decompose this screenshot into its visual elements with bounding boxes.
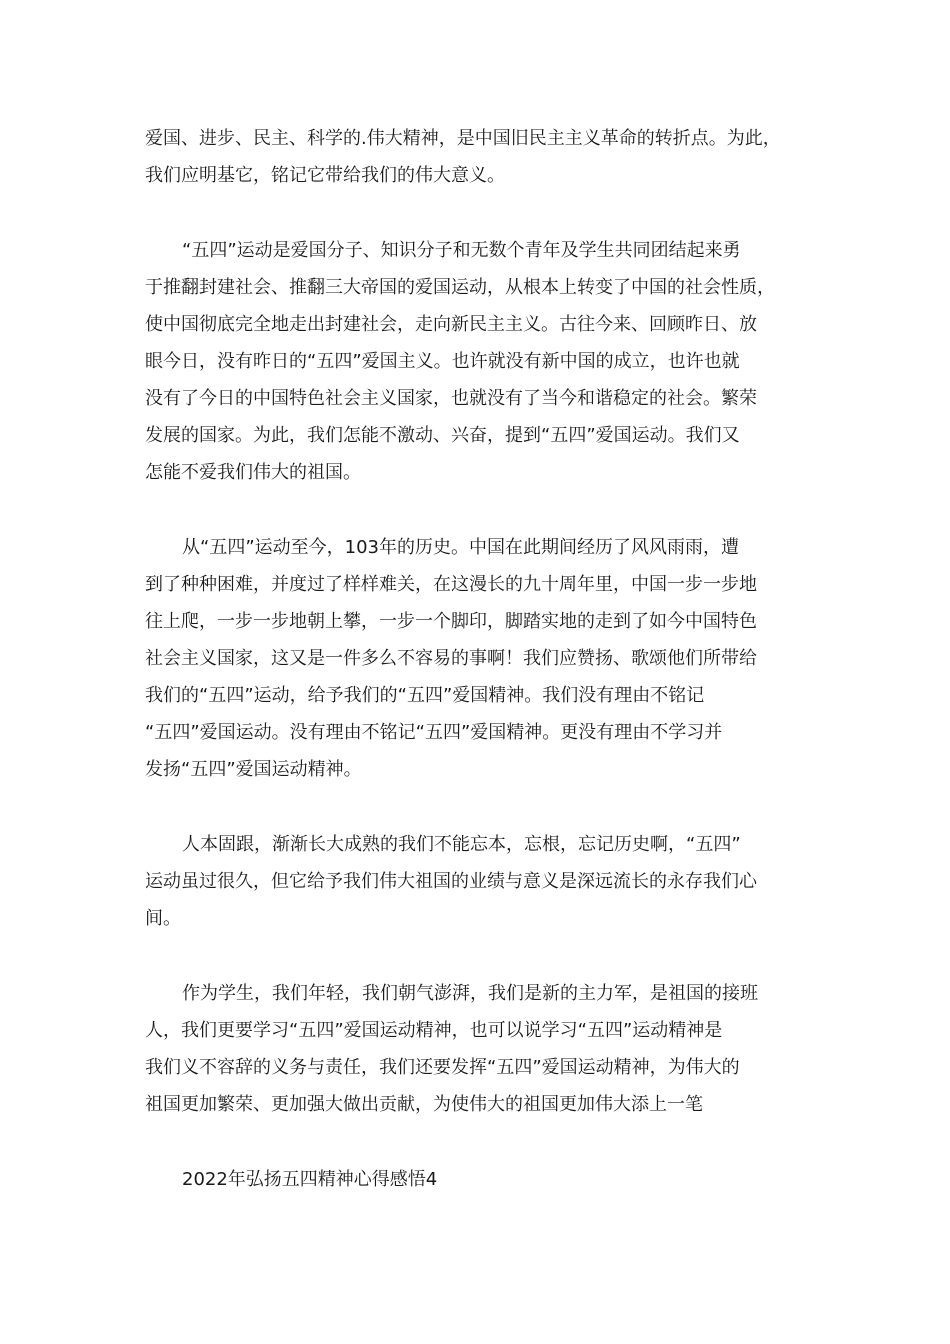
text-line: 发展的国家。为此，我们怎能不激动、兴奋，提到“五四”爱国运动。我们又 (145, 425, 740, 446)
paragraph-5 (145, 975, 830, 1123)
text-line: 人，我们更要学习“五四”爱国运动精神，也可以说学习“五四”运动精神是 (145, 1020, 723, 1041)
text-line: 作为学生，我们年轻，我们朝气澎湃，我们是新的主力军，是祖国的接班 (182, 983, 758, 1004)
text-line: 没有了今日的中国特色社会主义国家，也就没有了当今和谐稳定的社会。繁荣 (145, 388, 757, 409)
section-heading: 2022年弘扬五四精神心得感悟4 (182, 1169, 438, 1190)
paragraph-2 (145, 232, 830, 491)
text-line: 怎能不爱我们伟大的祖国。 (145, 462, 361, 483)
text-line: 人本固跟，渐渐长大成熟的我们不能忘本，忘根，忘记历史啊，“五四” (182, 834, 741, 855)
text-line: 到了种种困难，并度过了样样难关，在这漫长的九十周年里，中国一步一步地 (145, 574, 757, 595)
paragraph-4 (145, 826, 830, 937)
text-line: 爱国、进步、民主、科学的.伟大精神，是中国旧民主主义革命的转折点。为此， (145, 128, 781, 149)
text-line: 从“五四”运动至今，103年的历史。中国在此期间经历了风风雨雨，遭 (182, 537, 740, 558)
text-line: 社会主义国家，这又是一件多么不容易的事啊！我们应赞扬、歌颂他们所带给 (145, 648, 757, 669)
text-line: 眼今日，没有昨日的“五四”爱国主义。也许就没有新中国的成立，也许也就 (145, 351, 740, 372)
text-line: 我们的“五四”运动，给予我们的“五四”爱国精神。我们没有理由不铭记 (145, 685, 705, 706)
text-line: “五四”运动是爱国分子、知识分子和无数个青年及学生共同团结起来勇 (182, 240, 741, 261)
paragraph-3 (145, 529, 830, 788)
document-body (145, 120, 830, 1198)
text-line: 祖国更加繁荣、更加强大做出贡献，为使伟大的祖国更加伟大添上一笔 (145, 1094, 703, 1115)
text-line: 于推翻封建社会、推翻三大帝国的爱国运动，从根本上转变了中国的社会性质， (145, 277, 775, 298)
text-line: 发扬“五四”爱国运动精神。 (145, 759, 362, 780)
text-line: 间。 (145, 908, 181, 929)
text-line: 往上爬，一步一步地朝上攀，一步一个脚印，脚踏实地的走到了如今中国特色 (145, 611, 757, 632)
text-line: 我们应明基它，铭记它带给我们的伟大意义。 (145, 165, 505, 186)
text-line: 我们义不容辞的义务与责任，我们还要发挥“五四”爱国运动精神，为伟大的 (145, 1057, 740, 1078)
text-line: “五四”爱国运动。没有理由不铭记“五四”爱国精神。更没有理由不学习并 (145, 722, 723, 743)
paragraph-1 (145, 120, 830, 194)
text-line: 使中国彻底完全地走出封建社会，走向新民主主义。古往今来、回顾昨日、放 (145, 314, 757, 335)
text-line: 运动虽过很久，但它给予我们伟大祖国的业绩与意义是深远流长的永存我们心 (145, 871, 757, 892)
